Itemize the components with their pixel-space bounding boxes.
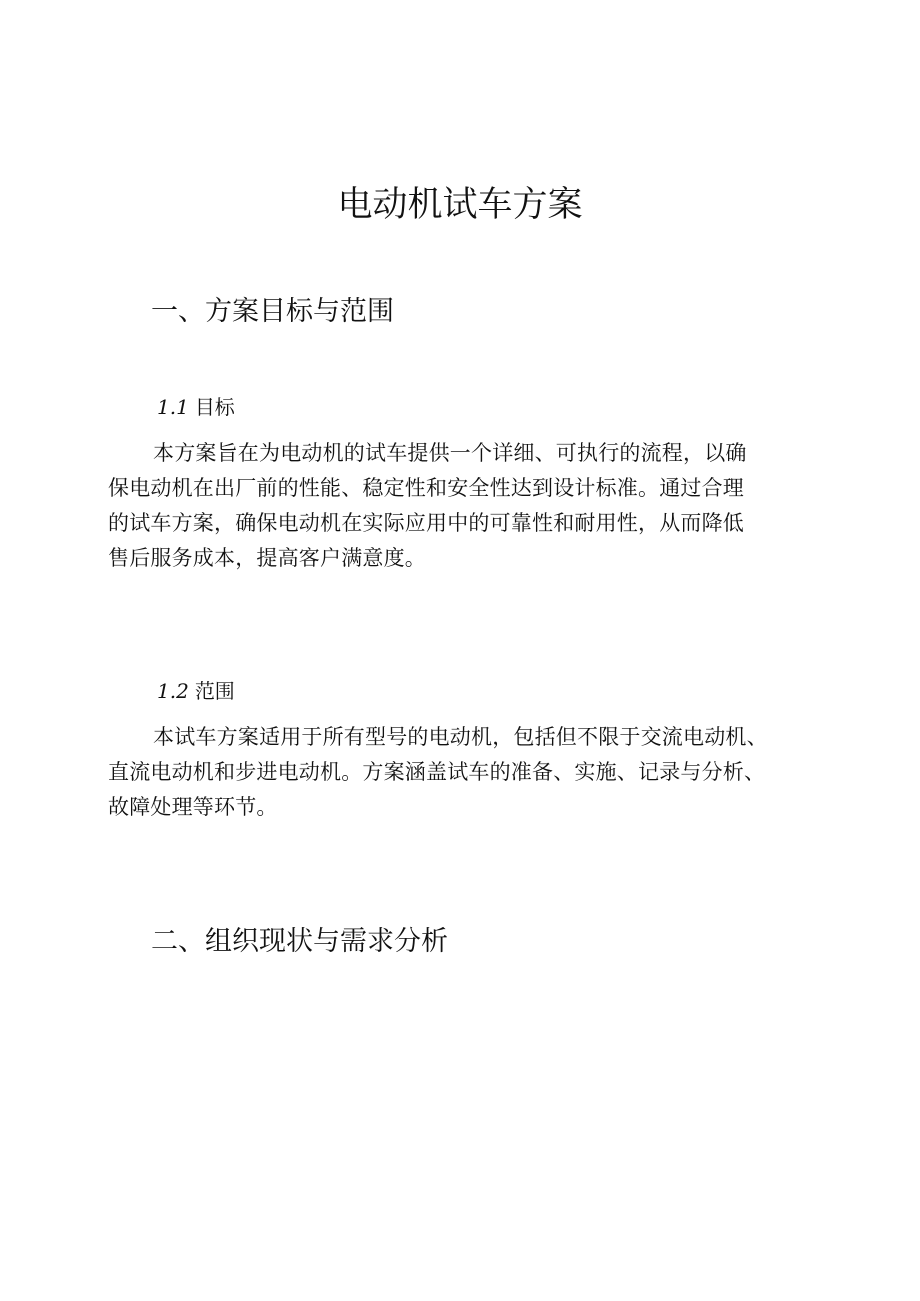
subsection-label: 目标 [194, 395, 235, 419]
paragraph-line: 保电动机在出厂前的性能、稳定性和安全性达到设计标准。通过合理 [108, 476, 744, 500]
section-heading-1: 一、方案目标与范围 [151, 296, 394, 327]
paragraph-line: 的试车方案，确保电动机在实际应用中的可靠性和耐用性，从而降低 [108, 511, 744, 535]
paragraph-line: 故障处理等环节。 [108, 795, 278, 819]
subsection-heading-1-2 [157, 676, 235, 706]
paragraph-line: 本试车方案适用于所有型号的电动机，包括但不限于交流电动机、 [153, 725, 768, 749]
document-title: 电动机试车方案 [337, 185, 583, 225]
section-heading-2: 二、组织现状与需求分析 [151, 926, 448, 957]
subsection-heading-1-1 [157, 392, 235, 422]
paragraph-line: 本方案旨在为电动机的试车提供一个详细、可执行的流程，以确 [153, 441, 747, 465]
paragraph-line: 直流电动机和步进电动机。方案涵盖试车的准备、实施、记录与分析、 [108, 760, 766, 784]
subsection-label: 范围 [194, 679, 235, 703]
subsection-number: 1.1 [157, 395, 189, 419]
subsection-number: 1.2 [157, 679, 189, 703]
paragraph-goal [108, 436, 820, 576]
paragraph-scope [108, 720, 820, 825]
paragraph-line: 售后服务成本，提高客户满意度。 [108, 546, 426, 570]
